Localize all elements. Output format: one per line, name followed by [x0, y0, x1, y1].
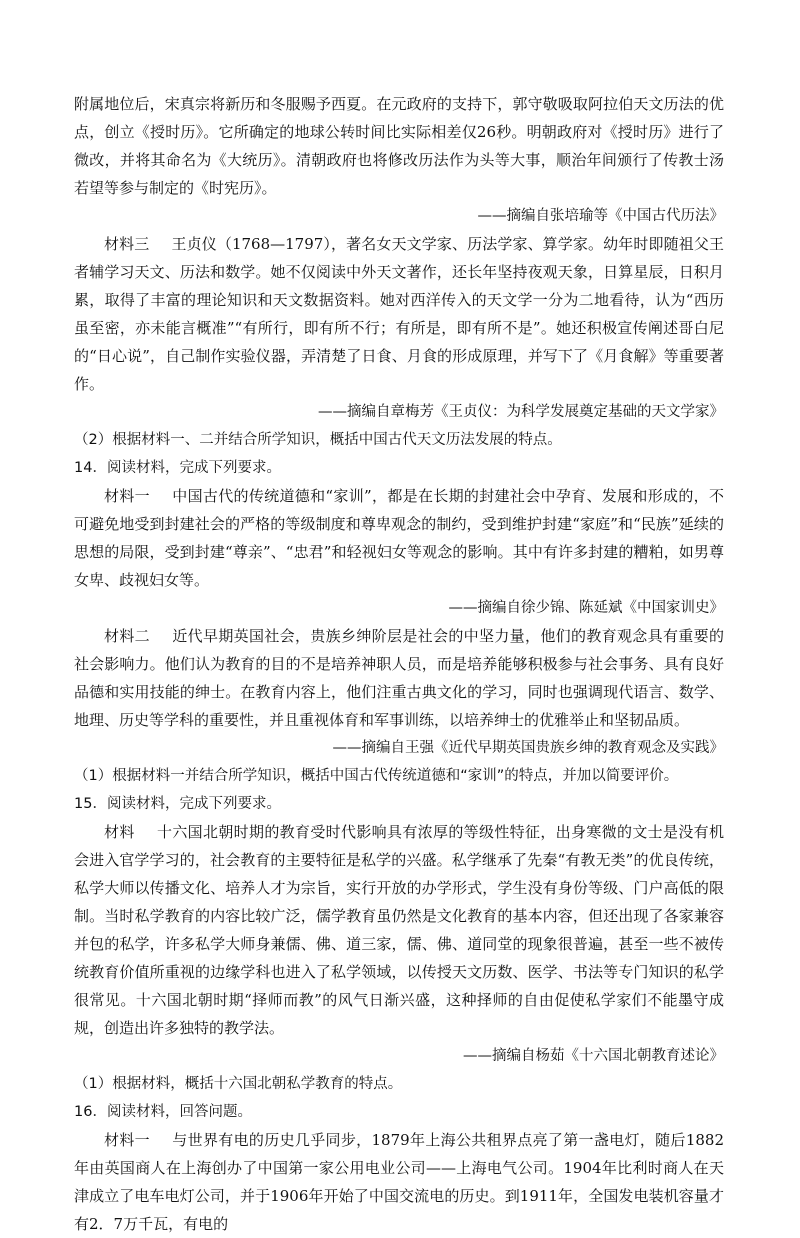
material-label: 材料	[104, 823, 135, 841]
material-text: 中国古代的传统道德和“家训”，都是在长期的封建社会中孕育、发展和形成的，不可避免地受到封建社会的严格的等级制度和尊卑观念的制约，受到维护封建“家庭”和“民族”延续的思想的局限，受到封建“尊亲”、“忠君”和轻视妇女等观念的影响。其中有许多封建的糟粕，如男尊女卑、歧视妇女等。	[74, 487, 724, 589]
source-citation: ——摘编自王强《近代早期英国贵族乡绅的教育观念及实践》	[332, 740, 724, 756]
document-page	[74, 90, 724, 1238]
material-text: 十六国北朝时期的教育受时代影响具有浓厚的等级性特征，出身寒微的文士是没有机会进入官学学习的，社会教育的主要特征是私学的兴盛。私学继承了先秦“有教无类”的优良传统，私学大师以传播文化、培养人才为宗旨，实行开放的办学形式，学生没有身份等级、门户高低的限制。当时私学教育的内容比较广泛，儒学教育虽仍然是文化教育的基本内容，但还出现了各家兼容并包的私学，许多私学大师身兼儒、佛、道三家，儒、佛、道同堂的现象很普遍，甚至一些不被传统教育价值所重视的边缘学科也进入了私学领域，以传授天文历数、医学、书法等专门知识的私学很常见。十六国北朝时期“择师而教”的风气日渐兴盛，这种择师的自由促使私学家们不能墨守成规，创造出许多独特的教学法。	[74, 823, 724, 1037]
material-text: 与世界有电的历史几乎同步，1879年上海公共租界点亮了第一盏电灯，随后1882年由英国商人在上海创办了中国第一家公用电业公司——上海电气公司。1904年比利时商人在天津成立了电车电灯公司，并于1906年开始了中国交流电的历史。到1911年，全国发电装机容量才有2．7万千瓦，有电的	[74, 1131, 724, 1233]
material-label: 材料一	[104, 1131, 150, 1149]
source-citation: ——摘编自张培瑜等《中国古代历法》	[477, 208, 724, 224]
source-citation: ——摘编自杨茹《十六国北朝教育述论》	[463, 1048, 724, 1064]
material-three	[74, 230, 724, 398]
question-13-2: （2）根据材料一、二并结合所学知识，概括中国古代天文历法发展的特点。	[74, 432, 562, 448]
q14-material-one	[74, 482, 724, 594]
material-label: 材料二	[104, 627, 150, 645]
q14-material-two	[74, 622, 724, 734]
question-14-1: （1）根据材料一并结合所学知识，概括中国古代传统道德和“家训”的特点，并加以简要评价。	[74, 768, 679, 784]
question-16-title: 16．阅读材料，回答问题。	[74, 1104, 252, 1120]
q16-material-one	[74, 1126, 724, 1238]
question-14-title: 14．阅读材料，完成下列要求。	[74, 460, 281, 476]
material-label: 材料三	[104, 235, 150, 253]
material-text: 王贞仪（1768—1797），著名女天文学家、历法学家、算学家。幼年时即随祖父王者辅学习天文、历法和数学。她不仅阅读中外天文著作，还长年坚持夜观天象，日算星辰，日积月累，取得了丰富的理论知识和天文数据资料。她对西洋传入的天文学一分为二地看待，认为“西历虽至密，亦未能言概准”“有所行，即有所不行；有所是，即有所不是”。她还积极宣传阐述哥白尼的“日心说”，自己制作实验仪器，弄清楚了日食、月食的形成原理，并写下了《月食解》等重要著作。	[74, 235, 724, 393]
source-citation: ——摘编自徐少锦、陈延斌《中国家训史》	[448, 600, 724, 616]
question-15-title: 15．阅读材料，完成下列要求。	[74, 796, 281, 812]
calendar-history-paragraph: 附属地位后，宋真宗将新历和冬服赐予西夏。在元政府的支持下，郭守敬吸取阿拉伯天文历法的优点，创立《授时历》。它所确定的地球公转时间比实际相差仅26秒。明朝政府对《授时历》进行了微改，并将其命名为《大统历》。清朝政府也将修改历法作为头等大事，顺治年间颁行了传教士汤若望等参与制定的《时宪历》。	[74, 95, 724, 197]
q15-material	[74, 818, 724, 1042]
material-label: 材料一	[104, 487, 150, 505]
source-citation: ——摘编自章梅芳《王贞仪：为科学发展奠定基础的天文学家》	[318, 404, 724, 420]
question-15-1: （1）根据材料，概括十六国北朝私学教育的特点。	[74, 1076, 403, 1092]
material-text: 近代早期英国社会，贵族乡绅阶层是社会的中坚力量，他们的教育观念具有重要的社会影响力。他们认为教育的目的不是培养神职人员，而是培养能够积极参与社会事务、具有良好品德和实用技能的绅士。在教育内容上，他们注重古典文化的学习，同时也强调现代语言、数学、地理、历史等学科的重要性，并且重视体育和军事训练，以培养绅士的优雅举止和坚韧品质。	[74, 627, 724, 729]
